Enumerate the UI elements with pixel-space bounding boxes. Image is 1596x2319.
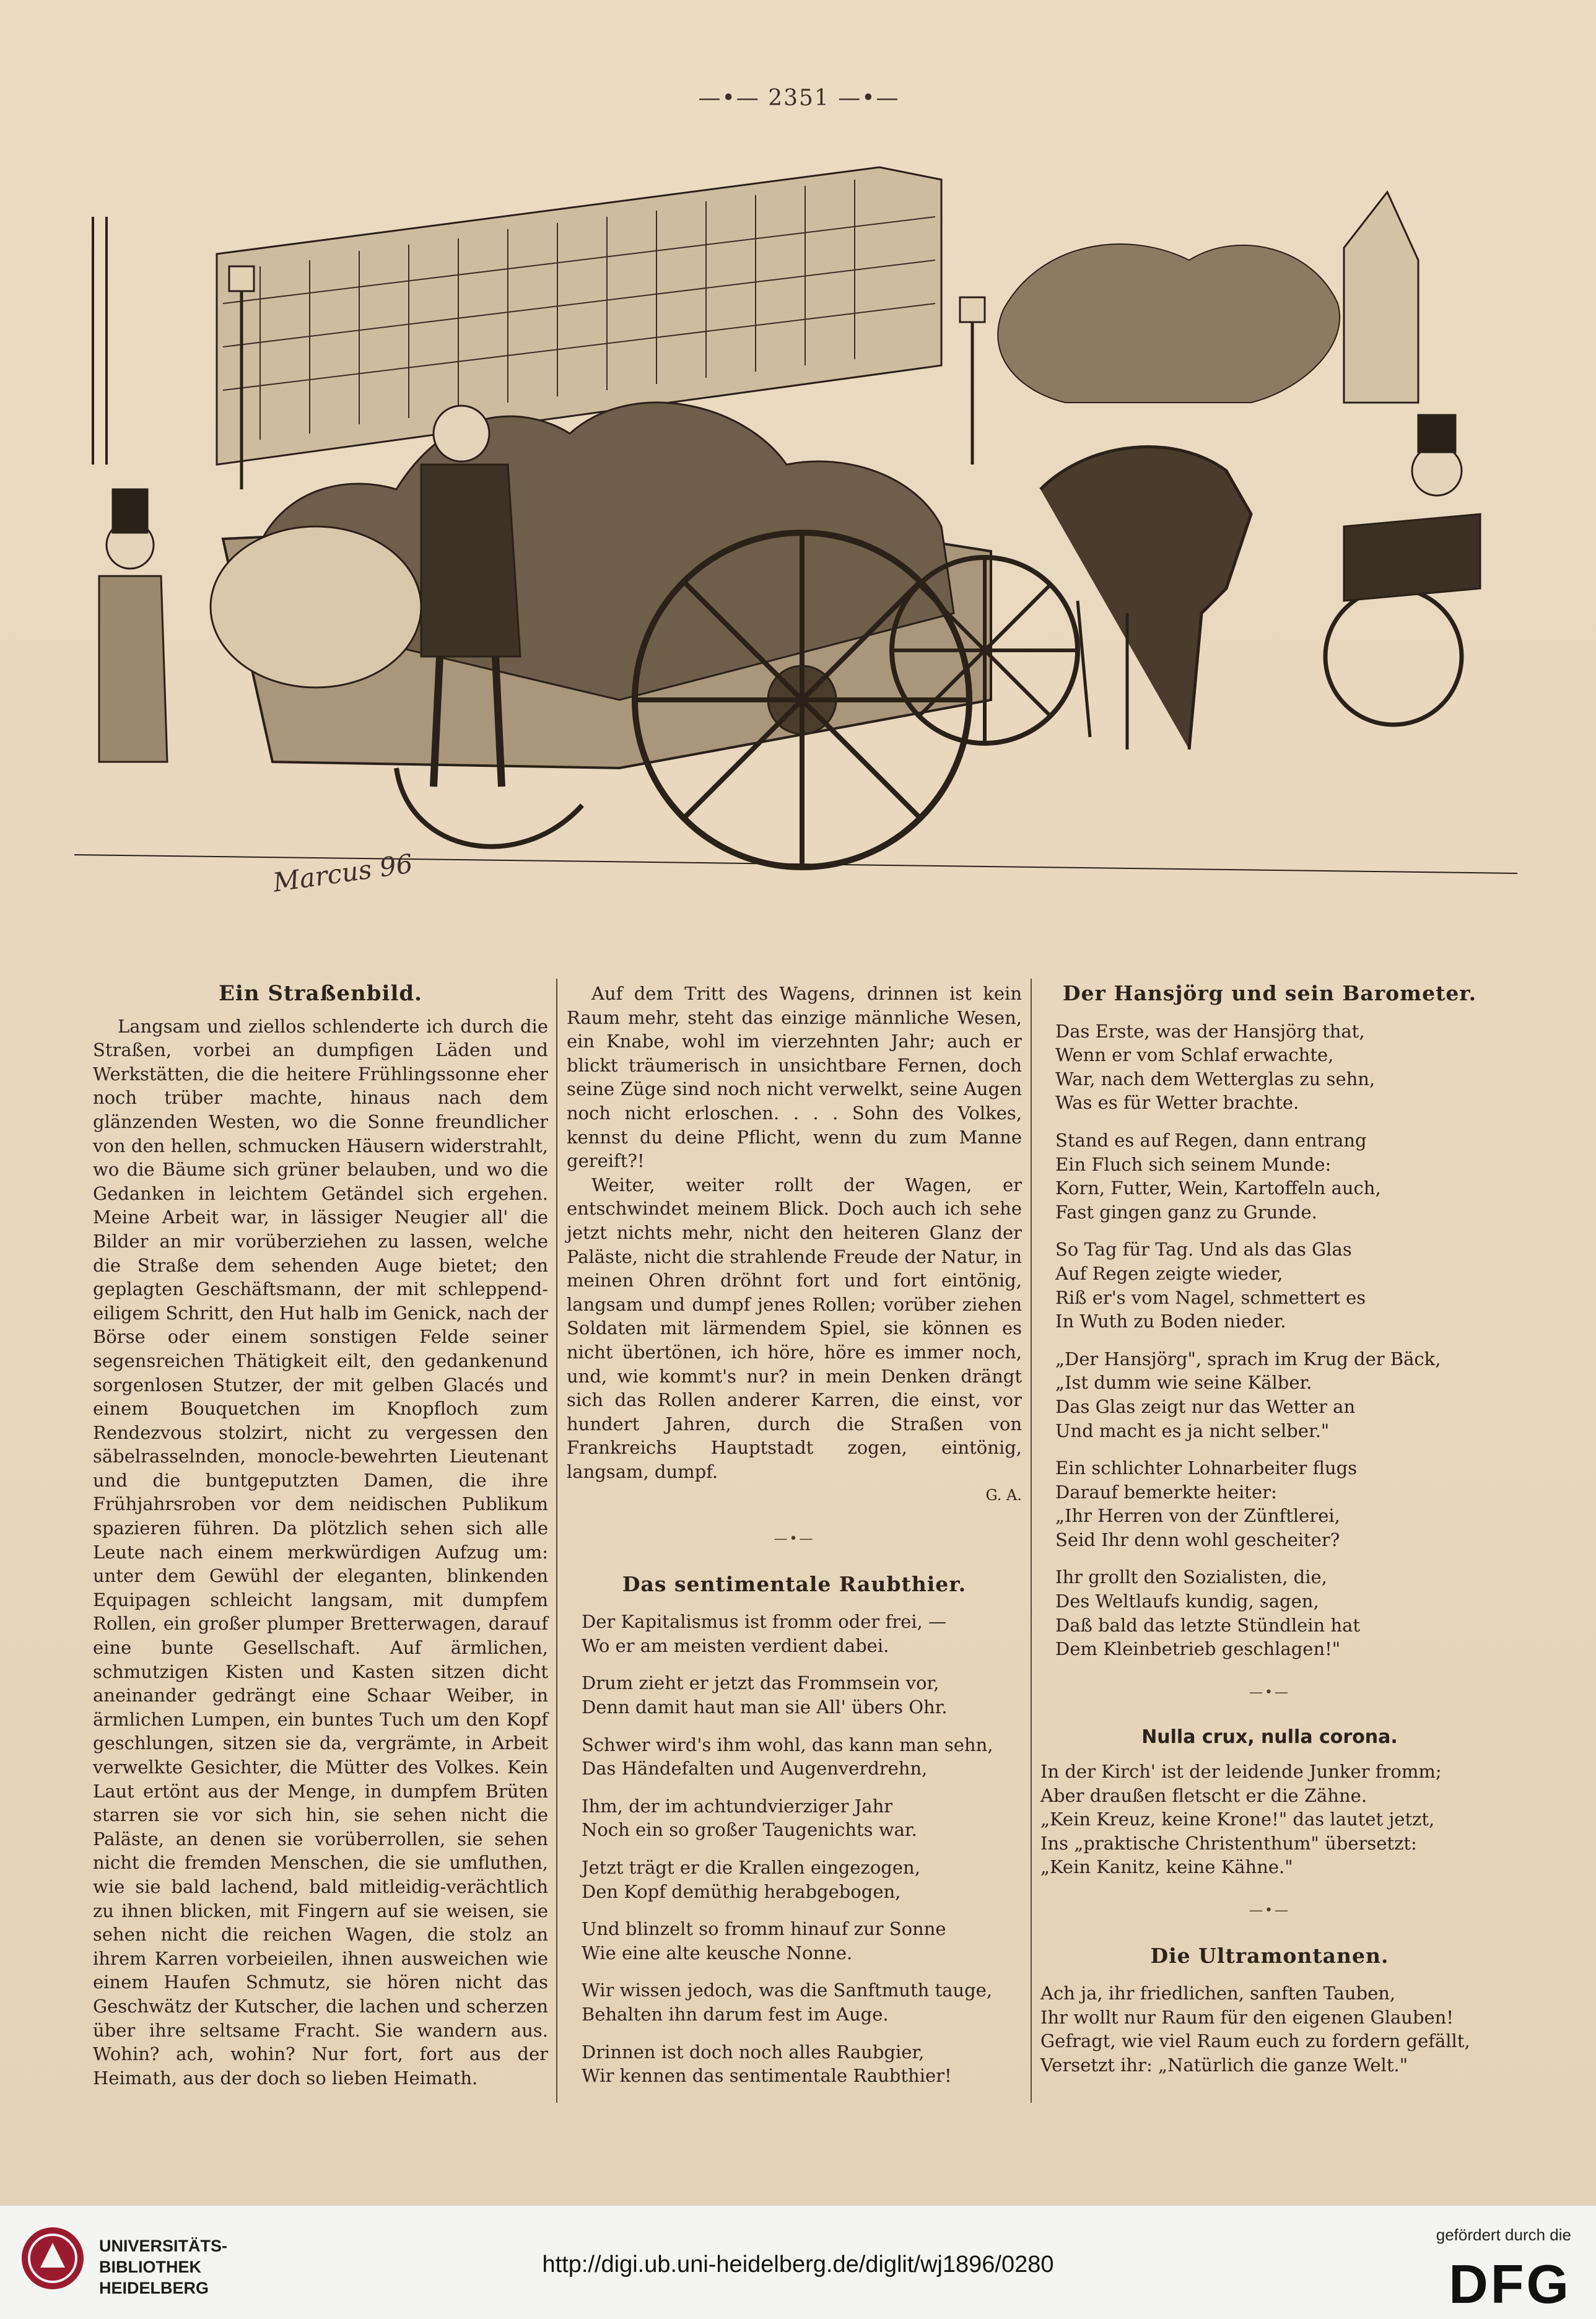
poem-line: Daß bald das letzte Stündlein hat [1055,1614,1361,1636]
library-name-line: HEIDELBERG [99,2279,209,2297]
poem-line: Wir kennen das sentimentale Raubthier! [582,2065,952,2087]
funded-by-label: gefördert durch die [1436,2225,1571,2244]
poem-line: Das Erste, was der Hansjörg that, [1055,1020,1365,1042]
poem-line: Das Glas zeigt nur das Wetter an [1055,1395,1356,1417]
poem-line: Darauf bemerkte heiter: [1055,1481,1277,1503]
poem-line: Riß er's vom Nagel, schmettert es [1055,1286,1366,1308]
poem-line: Stand es auf Regen, dann entrang [1055,1129,1367,1151]
poem-title-ultramontanen: Die Ultramontanen. [1150,1943,1389,1968]
poem-line: Behalten ihn darum fest im Auge. [582,2003,889,2025]
poem-stanza [567,1794,1022,1842]
poem-stanza [1040,1238,1499,1333]
poem-line: Ihr grollt den Sozialisten, die, [1055,1566,1327,1588]
poem-stanza [567,1671,1022,1719]
poem-line: Und macht es ja nicht selber." [1055,1420,1330,1441]
poem-title-raubthier: Das sentimentale Raubthier. [622,1571,967,1596]
poem-line: Und blinzelt so fromm hinauf zur Sonne [582,1918,946,1940]
library-name-line: BIBLIOTHEK [99,2258,201,2276]
poem-line: Wenn er vom Schlaf erwachte, [1055,1044,1334,1066]
poem-line: Ach ja, ihr friedlichen, sanften Tauben, [1040,1983,1396,2004]
poem-line: „Ihr Herren von der Zünftlerei, [1055,1505,1340,1527]
poem-line: Wir wissen jedoch, was die Sanftmuth tauge, [582,1980,993,2001]
section-separator: —•— [774,1531,815,1547]
dfg-logo[interactable]: DFG [1449,2253,1571,2315]
viewer-footer [0,2205,1596,2319]
section-separator: —•— [1249,1684,1290,1700]
poem-line: Ins „praktische Christenthum" übersetzt: [1040,1832,1417,1854]
poem-line: Schwer wird's ihm wohl, das kann man sehn, [582,1734,993,1755]
article-paragraph: Auf dem Tritt des Wagens, drinnen ist kein Raum mehr, steht das einzige männliche Wesen, ein Knabe, wohl im vierzehnten Jahr; auch er blickt träumerisch in unsichtbare Fernen, doch seine Züge sind noch nicht verwelkt, seine Augen noch nicht erloschen. . . . Sohn des Volkes, kennst du deine Pflicht, wenn du zum Manne gereift?! [567,983,1022,1172]
poem-title-hansjoerg: Der Hansjörg und sein Barometer. [1062,981,1477,1005]
poem-line: In Wuth zu Boden nieder. [1055,1311,1286,1332]
article-paragraph: Weiter, weiter rollt der Wagen, er entschwindet meinem Blick. Doch auch ich sehe jetzt nichts mehr, nicht den heiteren Glanz der Paläste, nicht die strahlende Freude der Natur, in meinen Ohren dröhnt fort und fort eintönig, langsam und dumpf jenes Rollen; vorüber ziehen Soldaten mit lärmendem Spiel, sie können es nicht übertönen, ich höre, höre es immer noch, und, wie kommt's nur? in mein Denken drängt sich das Rollen anderer Karren, die einst, vor hundert Jahren, durch die Straßen von Frankreichs Hauptstadt zogen, eintönig, langsam, dumpf. [567,1174,1022,1482]
poem-line: Gefragt, wie viel Raum euch zu fordern gefällt, [1040,2030,1470,2052]
poem-line: Ein Fluch sich seinem Munde: [1055,1153,1332,1175]
article-title-strassenbild: Ein Straßenbild. [219,981,422,1006]
poem-line: Drum zieht er jetzt das Frommsein vor, [582,1672,940,1694]
article-paragraph: Langsam und ziellos schlenderte ich durch die Straßen, vorbei an dumpfigen Läden und Werkstätten, die die heitere Frühlingssonne eher noch trüber machte, hinaus nach dem glänzenden Westen, wo die Sonne freundlicher von den hellen, schmucken Häusern widerstrahlt, wo die Bäume sich grüner belauben, und wo die Gedanken in leichtem Getändel sich ergehen. Meine Arbeit war, in lässiger Neugier all' die Bilder an mir vorüberziehen zu lassen, welche die Straße dem sehenden Auge bietet; den geplagten Geschäftsmann, der mit schleppend-eiligem Schritt, den Hut halb im Genick, nach der Börse oder einem sonstigen Felde seiner segensreichen Thätigkeit eilt, den gedankenund sorgenlosen Stutzer, der mit gelben Glacés und einem Bouquetchen im Knopfloch zum Rendezvous stolzirt, nicht zu vergessen den säbelrasselnden, monocle-bewehrten Lieutenant und die buntgeputzten Damen, die ihre Frühjahrsroben vor dem neidischen Publikum spazieren führen. Da plötzlich sehen sich alle Leute nach einem merkwürdigen Aufzug um: unter dem Gewühl der eleganten, blinkenden Equipagen schleicht langsam, mit dumpfem Rollen, ein großer plumper Bretterwagen, darauf eine bunte Gesellschaft. Auf ärmlichen, schmutzigen Kisten und Kasten sitzen dicht aneinander gedrängt eine Schaar Weiber, in ärmlichen Lumpen, ein buntes Tuch um den Kopf geschlungen, sitzen sie da, vergrämte, in Arbeit verwelkte Gesichter, die Mütter des Volkes. Kein Laut ertönt aus der Menge, in dumpfem Brüten starren sie vor sich hin, sie sehen nicht die Paläste, an denen sie vorüberrollen, sie sehen nicht die fremden Menschen, die sie umfluthen, wie sie bald lachend, bald mitleidig-verächtlich zu ihnen blicken, mit Fingern auf sie weisen, sie sehen nicht die reichen Wagen, die stolz an ihrem Karren vorbeieilen, ihnen ausweichen wie einem Haufen Schmutz, sie hören nicht das Geschwätz der Kutscher, die lachen und scherzen über ihre seltsame Fracht. Sie wandern aus. Wohin? ach, wohin? Nur fort, fort aus der Heimath, aus der doch so lieben Heimath. [93,1015,548,2089]
poem-line: Denn damit haut man sie All' übers Ohr. [582,1697,948,1718]
poem-line: Jetzt trägt er die Krallen eingezogen, [582,1857,920,1878]
poem-stanza [1040,1981,1499,2077]
poem-line: „Kein Kanitz, keine Kähne." [1040,1856,1293,1878]
poem-line: Versetzt ihr: „Natürlich die ganze Welt." [1040,2054,1408,2076]
poem-line: Auf Regen zeigte wieder, [1055,1262,1283,1284]
poem-stanza [1040,1347,1499,1443]
poem-stanza [1040,1760,1499,1879]
poem-line: So Tag für Tag. Und als das Glas [1055,1239,1352,1260]
column-3 [1040,982,1499,2091]
poem-line: Drinnen ist doch noch alles Raubgier, [582,2041,925,2063]
poem-line: Wo er am meisten verdient dabei. [582,1635,889,1656]
page-number-value: 2351 [768,85,830,111]
column-divider [1031,979,1032,2103]
poem-stanza [1040,1129,1499,1224]
poem-line: War, nach dem Wetterglas zu sehn, [1055,1068,1376,1090]
poem-stanza [1040,1565,1499,1661]
poem-line: Den Kopf demüthig herabgebogen, [582,1880,901,1902]
poem-stanza [567,1856,1022,1903]
poem-stanza [567,1733,1022,1781]
poem-line: „Kein Kreuz, keine Krone!" das lautet jetzt, [1040,1809,1435,1830]
poem-line: Der Kapitalismus ist fromm oder frei, — [582,1611,946,1633]
poem-line: Ein schlichter Lohnarbeiter flugs [1055,1457,1358,1479]
poem-line: „Der Hansjörg", sprach im Krug der Bäck, [1055,1348,1441,1369]
poem-stanza [1040,1020,1499,1115]
poem-stanza [567,1917,1022,1965]
poem-stanza [567,2040,1022,2088]
poem-line: Fast gingen ganz zu Grunde. [1055,1201,1317,1223]
page-number: —•— 2351 —•— [698,85,900,111]
poem-line: Seid Ihr denn wohl gescheiter? [1055,1529,1340,1550]
poem-line: Ihr wollt nur Raum für den eigenen Glauben! [1040,2006,1454,2028]
poem-line: Korn, Futter, Wein, Kartoffeln auch, [1055,1177,1381,1199]
library-name-line: UNIVERSITÄTS- [99,2237,228,2255]
section-separator: —•— [1249,1903,1290,1918]
poem-line: Aber draußen fletscht er die Zähne. [1040,1784,1367,1806]
poem-title-nulla-crux: Nulla crux, nulla corona. [1141,1726,1398,1749]
article-author: G. A. [985,1487,1022,1505]
poem-line: Noch ein so großer Taugenichts war. [582,1819,917,1841]
column-divider [556,979,557,2103]
poem-stanza [567,1610,1022,1657]
poem-line: Das Händefalten und Augenverdrehn, [582,1758,928,1780]
poem-line: Ihm, der im achtundvierziger Jahr [582,1795,893,1817]
poem-stanza [1040,1456,1499,1552]
permalink-url[interactable]: http://digi.ub.uni-heidelberg.de/diglit/wj1896/0280 [542,2251,1054,2278]
poem-stanza [567,1978,1022,2026]
poem-line: Des Weltlaufs kundig, sagen, [1055,1591,1319,1612]
poem-line: „Ist dumm wie seine Kälber. [1055,1372,1312,1394]
poem-line: Was es für Wetter brachte. [1055,1092,1299,1114]
poem-line: Dem Kleinbetrieb geschlagen!" [1055,1638,1341,1660]
poem-line: In der Kirch' ist der leidende Junker fromm; [1040,1761,1442,1783]
poem-line: Wie eine alte keusche Nonne. [582,1942,853,1963]
column-2 [567,982,1022,2102]
artist-signature: Marcus 96 [271,848,415,898]
column-1 [93,982,548,2090]
street-scene-illustration [74,142,1517,966]
